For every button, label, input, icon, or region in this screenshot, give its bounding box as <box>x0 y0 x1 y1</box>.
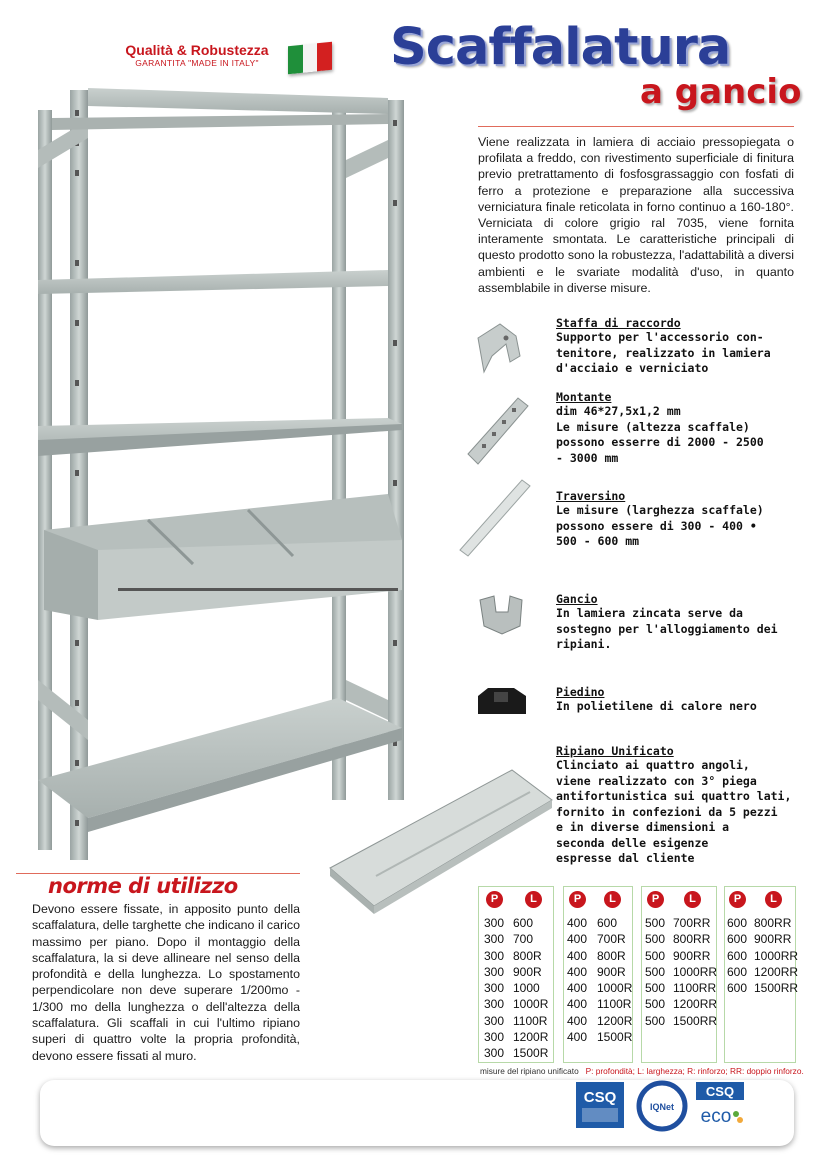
p-badge: P <box>486 891 503 908</box>
size-table <box>563 886 633 1063</box>
l-badge: L <box>765 891 782 908</box>
p-badge: P <box>569 891 586 908</box>
part-title: Staffa di raccordo <box>556 316 681 330</box>
l-column: 800RR 900RR 1000RR 1200RR 1500RR <box>754 916 799 996</box>
intro-text: Viene realizzata in lamiera di acciaio pressopiegata o profilata a freddo, con rivestimento superficiale di finitura previo pretrattamento di fosfosgrassaggio con fosfati di ferro a protezione e preparazione alla successiva verniciatura finale reticolata in forno continuo a 160-180°. Verniciata di colore grigio ral 7035, viene fornita interamente smontata. Le caratteristiche principali di questo prodotto sono la robustezza, l'adattabilità a diversi ambienti e le svariate modalità d'uso, in quanto assemblabile in diverse misure. <box>478 135 794 295</box>
part-description: Le misure (larghezza scaffale) possono essere di 300 - 400 • 500 - 600 mm <box>556 503 764 548</box>
p-column: 300 300 300 300 300 300 300 300 300 <box>484 916 505 1061</box>
part-title: Traversino <box>556 489 626 503</box>
iqnet-cert-icon <box>636 1080 688 1132</box>
quality-banner <box>108 43 286 68</box>
part-piedino <box>556 685 806 715</box>
l-badge: L <box>604 891 621 908</box>
bracket-icon <box>470 316 530 374</box>
part-title: Gancio <box>556 592 598 606</box>
quality-line1: Qualità & Robustezza <box>125 42 269 58</box>
p-column: 400 400 400 400 400 400 400 400 <box>567 916 588 1045</box>
size-table <box>641 886 717 1063</box>
part-ripiano <box>556 744 806 867</box>
p-column: 600 600 600 600 600 <box>727 916 748 996</box>
part-title: Piedino <box>556 685 605 699</box>
legend-label: misure del ripiano unificato <box>480 1066 579 1076</box>
l-badge: L <box>684 891 701 908</box>
page-subtitle: a gancio <box>640 72 802 112</box>
size-legend <box>480 1066 804 1076</box>
italy-flag-icon <box>288 42 332 75</box>
legend-key: P: profondità; L: larghezza; R: rinforzo; RR: doppio rinforzo. <box>585 1066 804 1076</box>
csq-text: CSQ <box>705 1084 735 1099</box>
part-montante <box>556 390 806 466</box>
divider <box>478 126 794 127</box>
part-staffa <box>556 316 806 377</box>
upright-icon <box>462 392 534 468</box>
l-column: 600 700R 800R 900R 1000R 1100R 1200R 1500R <box>597 916 633 1045</box>
crossbar-icon <box>456 476 536 560</box>
part-title: Ripiano Unificato <box>556 744 674 758</box>
l-column: 600 700 800R 900R 1000 1000R 1100R 1200R 1500R <box>513 916 549 1061</box>
part-description: dim 46*27,5x1,2 mm Le misure (altezza scaffale) possono esserre di 2000 - 2500 - 3000 mm <box>556 404 764 465</box>
csq-eco-cert-icon <box>694 1080 746 1132</box>
part-description: Supporto per l'accessorio con- tenitore, realizzato in lamiera d'acciaio e verniciato <box>556 330 771 375</box>
iqnet-text: IQNet <box>649 1102 675 1112</box>
part-gancio <box>556 592 806 653</box>
csq-text: CSQ <box>583 1089 617 1106</box>
norms-text: Devono essere fissate, in apposito punto della scaffalatura, delle targhette che indicano il carico massimo per piano. Dopo il montaggio della scaffalatura, la si deve allineare nel senso della profondità e della lunghezza. Lo spostamento perpendicolare non deve superare 1/200mo - 1/300 mo della lunghezza o dell'altezza della scaffalatura. Gli scaffali in cui l'ultimo ripiano superi di quattro volte la propria profondità, devono essere fissati al muro. <box>32 902 300 1063</box>
page-title: Scaffalatura <box>390 18 731 77</box>
shelving-unit-image <box>18 80 418 870</box>
part-description: In lamiera zincata serve da sostegno per l'alloggiamento dei ripiani. <box>556 606 778 651</box>
norms-title: norme di utilizzo <box>48 874 238 898</box>
part-description: In polietilene di calore nero <box>556 699 757 713</box>
foot-icon <box>474 684 530 718</box>
l-badge: L <box>525 891 542 908</box>
part-title: Montante <box>556 390 612 404</box>
size-table <box>724 886 799 1063</box>
csq-cert-icon <box>574 1080 626 1132</box>
p-column: 500 500 500 500 500 500 500 <box>645 916 666 1028</box>
quality-line2: GARANTITA "MADE IN ITALY" <box>135 58 259 68</box>
l-column: 700RR 800RR 900RR 1000RR 1100RR 1200RR 1500RR <box>673 916 718 1028</box>
p-badge: P <box>729 891 746 908</box>
part-traversino <box>556 489 806 550</box>
p-badge: P <box>647 891 664 908</box>
hook-icon <box>474 592 528 638</box>
part-description: Clinciato ai quattro angoli, viene realizzato con 3° piega antifortunistica sui quattro lati, fornito in confezioni da 5 pezzi e in diverse dimensioni a seconda delle esigenze espresse dal cliente <box>556 758 792 865</box>
size-table <box>478 886 554 1063</box>
eco-text: eco <box>700 1106 732 1127</box>
